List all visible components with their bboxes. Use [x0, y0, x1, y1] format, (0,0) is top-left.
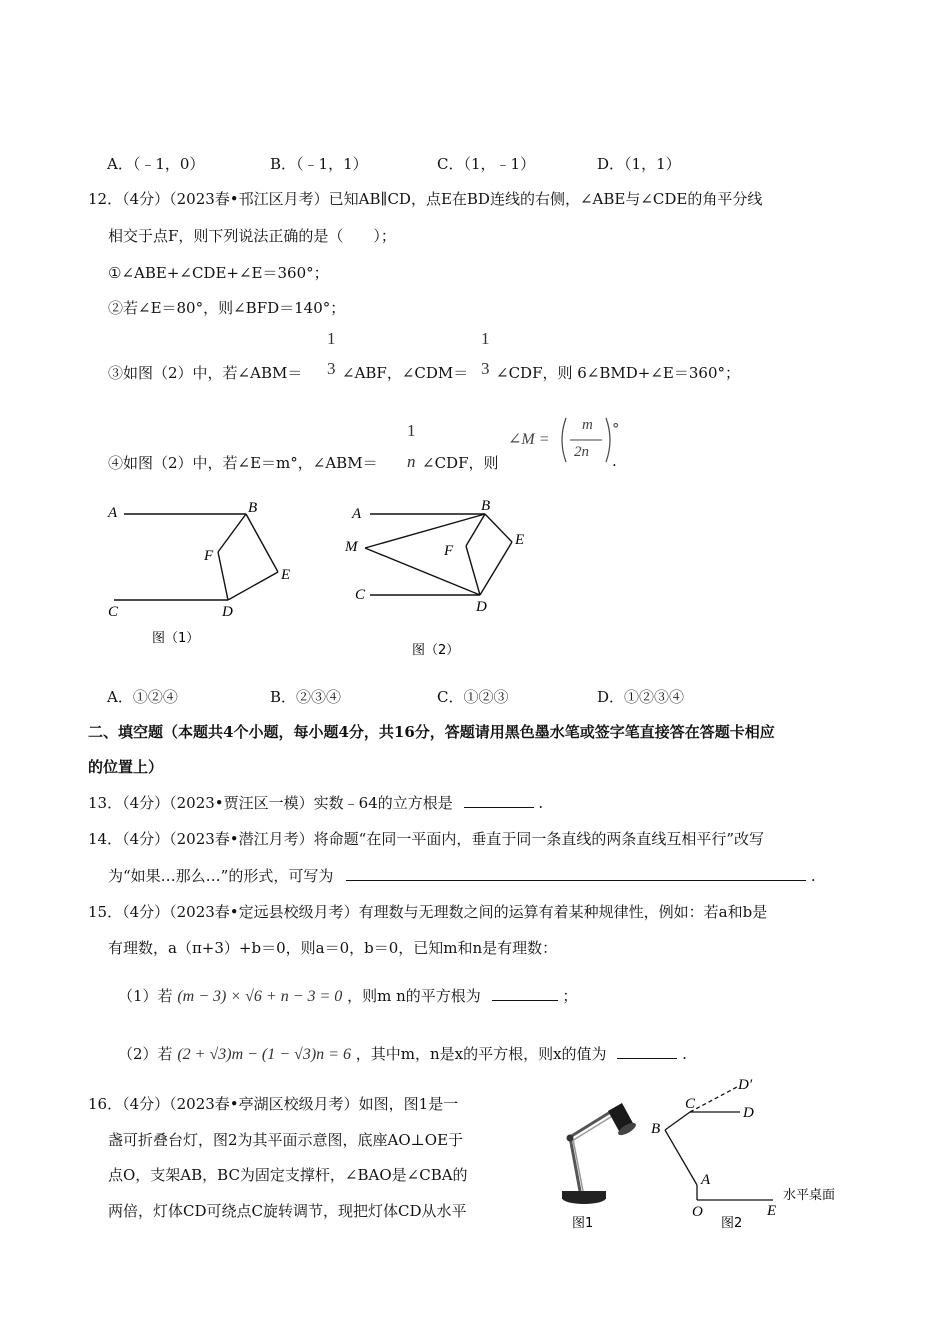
point-d-prime-label: D′	[738, 1077, 753, 1093]
q15-part2-start: （2）若	[118, 1045, 173, 1063]
point-b-label: B	[481, 498, 491, 514]
frac-numerator: 1	[407, 421, 416, 440]
figure-2-caption: 图（2）	[412, 643, 460, 658]
q15-line2: 有理数，a（π+3）+b＝0，则a＝0，b＝0，已知m和n是有理数：	[108, 939, 558, 957]
q12-figure-2	[340, 492, 540, 662]
lamp-joint-icon	[567, 1135, 574, 1142]
q16-schematic-figure	[645, 1075, 845, 1235]
q15-part1	[118, 985, 577, 1006]
q14-answer-blank[interactable]	[346, 866, 806, 881]
line-cd-prime	[690, 1087, 737, 1112]
frac-denominator: 3	[481, 359, 490, 378]
q14-line1: 14．（4分）（2023春•潜江月考）将命题“在同一平面内，垂直于同一条直线的两条直线互相平行”改写	[88, 830, 764, 848]
point-o-label: O	[692, 1204, 703, 1220]
q16-lamp-figure	[550, 1095, 640, 1235]
q12-option-c: C．①②③	[437, 688, 509, 706]
point-e-label: E	[767, 1203, 777, 1219]
q12-statement-1: ①∠ABE+∠CDE+∠E＝360°；	[108, 264, 329, 282]
q11-option-a: A．（﹣1，0）	[107, 155, 205, 173]
degree-sign: °	[612, 420, 620, 438]
point-a-label: A	[108, 505, 118, 521]
q12-statement-4-end: .	[612, 452, 617, 470]
q12-option-b: B．②③④	[270, 688, 342, 706]
section-2-heading-line2: 的位置上）	[88, 758, 164, 776]
q15-part1-start: （1）若	[118, 987, 173, 1005]
q12-statement-3a: ③如图（2）中，若∠ABM＝	[108, 364, 303, 382]
point-m-label: M	[345, 539, 358, 555]
q16-fig1-caption: 图1	[572, 1216, 594, 1231]
q15-line1: 15．（4分）（2023春•定远县校级月考）有理数与无理数之间的运算有着某种规律性，例如：若a和b是	[88, 903, 768, 921]
point-f-label: F	[204, 548, 214, 564]
q11-option-d: D．（1，1）	[597, 155, 681, 173]
q15-part2-period: .	[682, 1045, 687, 1063]
q13-answer-blank[interactable]	[464, 793, 534, 808]
q12-line2: 相交于点F，则下列说法正确的是（ ）；	[108, 227, 396, 245]
frac-m: m	[582, 417, 593, 433]
point-d-label: D	[476, 599, 487, 615]
point-d-label: D	[222, 604, 233, 620]
line-ab	[665, 1130, 697, 1185]
q15-part1-equation: (m − 3) × √6 + n − 3 = 0	[177, 988, 343, 1005]
q13-text: 13．（4分）（2023•贾汪区一模）实数﹣64的立方根是	[88, 794, 453, 812]
point-b-label: B	[248, 500, 258, 516]
q11-option-c: C．（1，﹣1）	[437, 155, 536, 173]
frac-numerator: 1	[327, 329, 336, 348]
point-b-label: B	[651, 1121, 661, 1137]
frac-numerator: 1	[481, 329, 490, 348]
lamp-base-icon	[562, 1191, 606, 1199]
point-a-label: A	[701, 1172, 711, 1188]
point-c-label: C	[685, 1096, 696, 1112]
q16-line4: 两倍，灯体CD可绕点C旋转调节，现把灯体CD从水平	[108, 1202, 467, 1220]
frac-denominator: n	[407, 452, 416, 471]
point-c-label: C	[108, 604, 119, 620]
q16-line3: 点O，支架AB，BC为固定支撑杆，∠BAO是∠CBA的	[108, 1166, 468, 1184]
desk-label: 水平桌面	[783, 1188, 836, 1203]
line-fd	[218, 552, 228, 600]
point-d-label: D	[743, 1105, 754, 1121]
frac-denominator: 3	[327, 359, 336, 378]
q15-part1-end: ，则m n的平方根为	[347, 987, 481, 1005]
frac-2n: 2n	[574, 444, 589, 460]
q12-option-d: D．①②③④	[597, 688, 685, 706]
point-c-label: C	[355, 587, 366, 603]
q13-line	[88, 792, 543, 813]
section-2-heading-line1: 二、填空题（本题共4个小题，每小题4分，共16分，答题请用黑色墨水笔或签字笔直接答在答题卡相应	[88, 723, 775, 741]
point-f-label: F	[444, 543, 454, 559]
line-bc	[665, 1112, 690, 1130]
q15-part1-semicolon: ；	[562, 987, 578, 1005]
line-be	[485, 514, 512, 542]
q11-option-b: B．（﹣1，1）	[270, 155, 368, 173]
point-a-label: A	[352, 506, 362, 522]
angle-m-formula	[508, 414, 618, 466]
q12-line1: 12．（4分）（2023春•邗江区月考）已知AB∥CD，点E在BD连线的右侧，∠ABE与∠CDE的角平分线	[88, 190, 763, 208]
q15-part2-answer-blank[interactable]	[617, 1044, 677, 1059]
q16-fig2-caption: 图2	[721, 1216, 743, 1231]
line-ed	[228, 572, 278, 600]
lamp-arm-upper	[572, 1115, 614, 1141]
figure-1-caption: 图（1）	[152, 631, 200, 646]
line-mb	[365, 514, 485, 548]
q12-option-a: A．①②④	[107, 688, 178, 706]
lamp-arm-upper	[570, 1111, 612, 1137]
q12-statement-3b: ∠ABF，∠CDM＝	[342, 364, 469, 382]
line-be	[246, 514, 278, 572]
q13-end: .	[538, 794, 544, 812]
line-ed	[480, 542, 512, 595]
line-bf	[218, 514, 246, 552]
q15-part2	[118, 1043, 687, 1064]
angle-m-label: ∠M =	[508, 431, 550, 448]
q12-statement-4a: ④如图（2）中，若∠E＝m°，∠ABM＝	[108, 454, 378, 472]
q16-line2: 盏可折叠台灯，图2为其平面示意图，底座AO⊥OE于	[108, 1131, 464, 1149]
q12-statement-4b: ∠CDF，则	[422, 454, 499, 472]
q14-end: .	[810, 867, 816, 885]
q12-figure-1	[100, 492, 320, 662]
line-md	[365, 548, 480, 595]
q15-part1-answer-blank[interactable]	[492, 986, 558, 1001]
q14-line2	[108, 865, 816, 886]
q15-part2-end: ，其中m，n是x的平方根，则x的值为	[355, 1045, 607, 1063]
q14-text: 为“如果…那么…”的形式，可写为	[108, 867, 334, 885]
q12-statement-2: ②若∠E＝80°，则∠BFD＝140°；	[108, 299, 346, 317]
line-fd	[466, 546, 480, 595]
q15-part2-equation: (2 + √3)m − (1 − √3)n = 6	[177, 1046, 351, 1063]
point-e-label: E	[515, 532, 525, 548]
q16-line1: 16．（4分）（2023春•亭湖区校级月考）如图，图1是一	[88, 1095, 459, 1113]
q12-statement-3c: ∠CDF，则 6∠BMD+∠E＝360°；	[496, 364, 740, 382]
point-e-label: E	[281, 567, 291, 583]
